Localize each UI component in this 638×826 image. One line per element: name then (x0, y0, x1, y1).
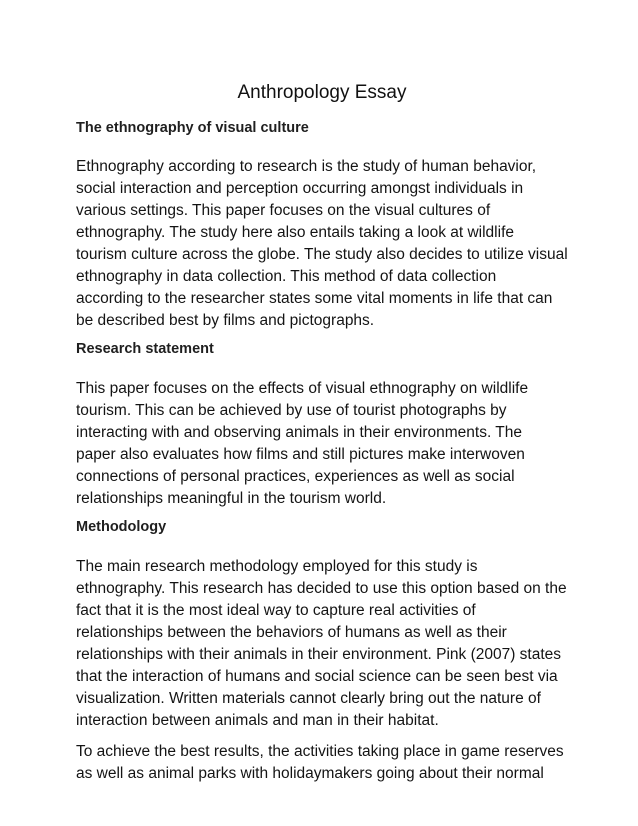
paragraph-line: according to the researcher states some vital moments in life that can (76, 290, 553, 307)
section-heading-research-statement: Research statement (76, 341, 214, 357)
section-paragraph-research-statement (76, 378, 568, 510)
section-heading-methodology: Methodology (76, 519, 167, 535)
paragraph-line: paper also evaluates how films and still pictures make interwoven (76, 446, 525, 463)
paragraph-line: as well as animal parks with holidaymakers going about their normal (76, 765, 544, 782)
paragraph-line: fact that it is the most ideal way to capture real activities of (76, 602, 476, 619)
paragraph-line: various settings. This paper focuses on the visual cultures of (76, 202, 491, 219)
paragraph-line: be described best by films and pictographs. (76, 312, 375, 329)
paragraph-line: visualization. Written materials cannot clearly bring out the nature of (76, 690, 541, 707)
paragraph-line: social interaction and perception occurring amongst individuals in (76, 180, 524, 197)
paragraph-line: ethnography. The study here also entails taking a look at wildlife (76, 224, 514, 241)
paragraph-line: that the interaction of humans and social science can be seen best via (76, 668, 558, 685)
paragraph-line: ethnography in data collection. This method of data collection (76, 268, 497, 285)
section-paragraph-methodology-continued (76, 741, 568, 785)
section-paragraph-ethnography (76, 156, 568, 332)
paragraph-line: This paper focuses on the effects of visual ethnography on wildlife (76, 380, 529, 397)
section-paragraph-methodology (76, 556, 568, 732)
paragraph-line: tourism. This can be achieved by use of tourist photographs by (76, 402, 507, 419)
paragraph-line: relationships between the behaviors of humans as well as their (76, 624, 507, 641)
paragraph-line: tourism culture across the globe. The study also decides to utilize visual (76, 246, 568, 263)
paragraph-line: Ethnography according to research is the study of human behavior, (76, 158, 537, 175)
section-heading-ethnography: The ethnography of visual culture (76, 120, 309, 136)
paragraph-line: The main research methodology employed for this study is (76, 558, 478, 575)
paragraph-line: connections of personal practices, experiences as well as social (76, 468, 515, 485)
document-title: Anthropology Essay (237, 82, 407, 103)
paragraph-line: relationships meaningful in the tourism world. (76, 490, 387, 507)
paragraph-line: ethnography. This research has decided to use this option based on the (76, 580, 567, 597)
paragraph-line: To achieve the best results, the activities taking place in game reserves (76, 743, 564, 760)
paragraph-line: interaction between animals and man in their habitat. (76, 712, 439, 729)
paragraph-line: relationships with their animals in their environment. Pink (2007) states (76, 646, 562, 663)
paragraph-line: interacting with and observing animals in their environments. The (76, 424, 523, 441)
